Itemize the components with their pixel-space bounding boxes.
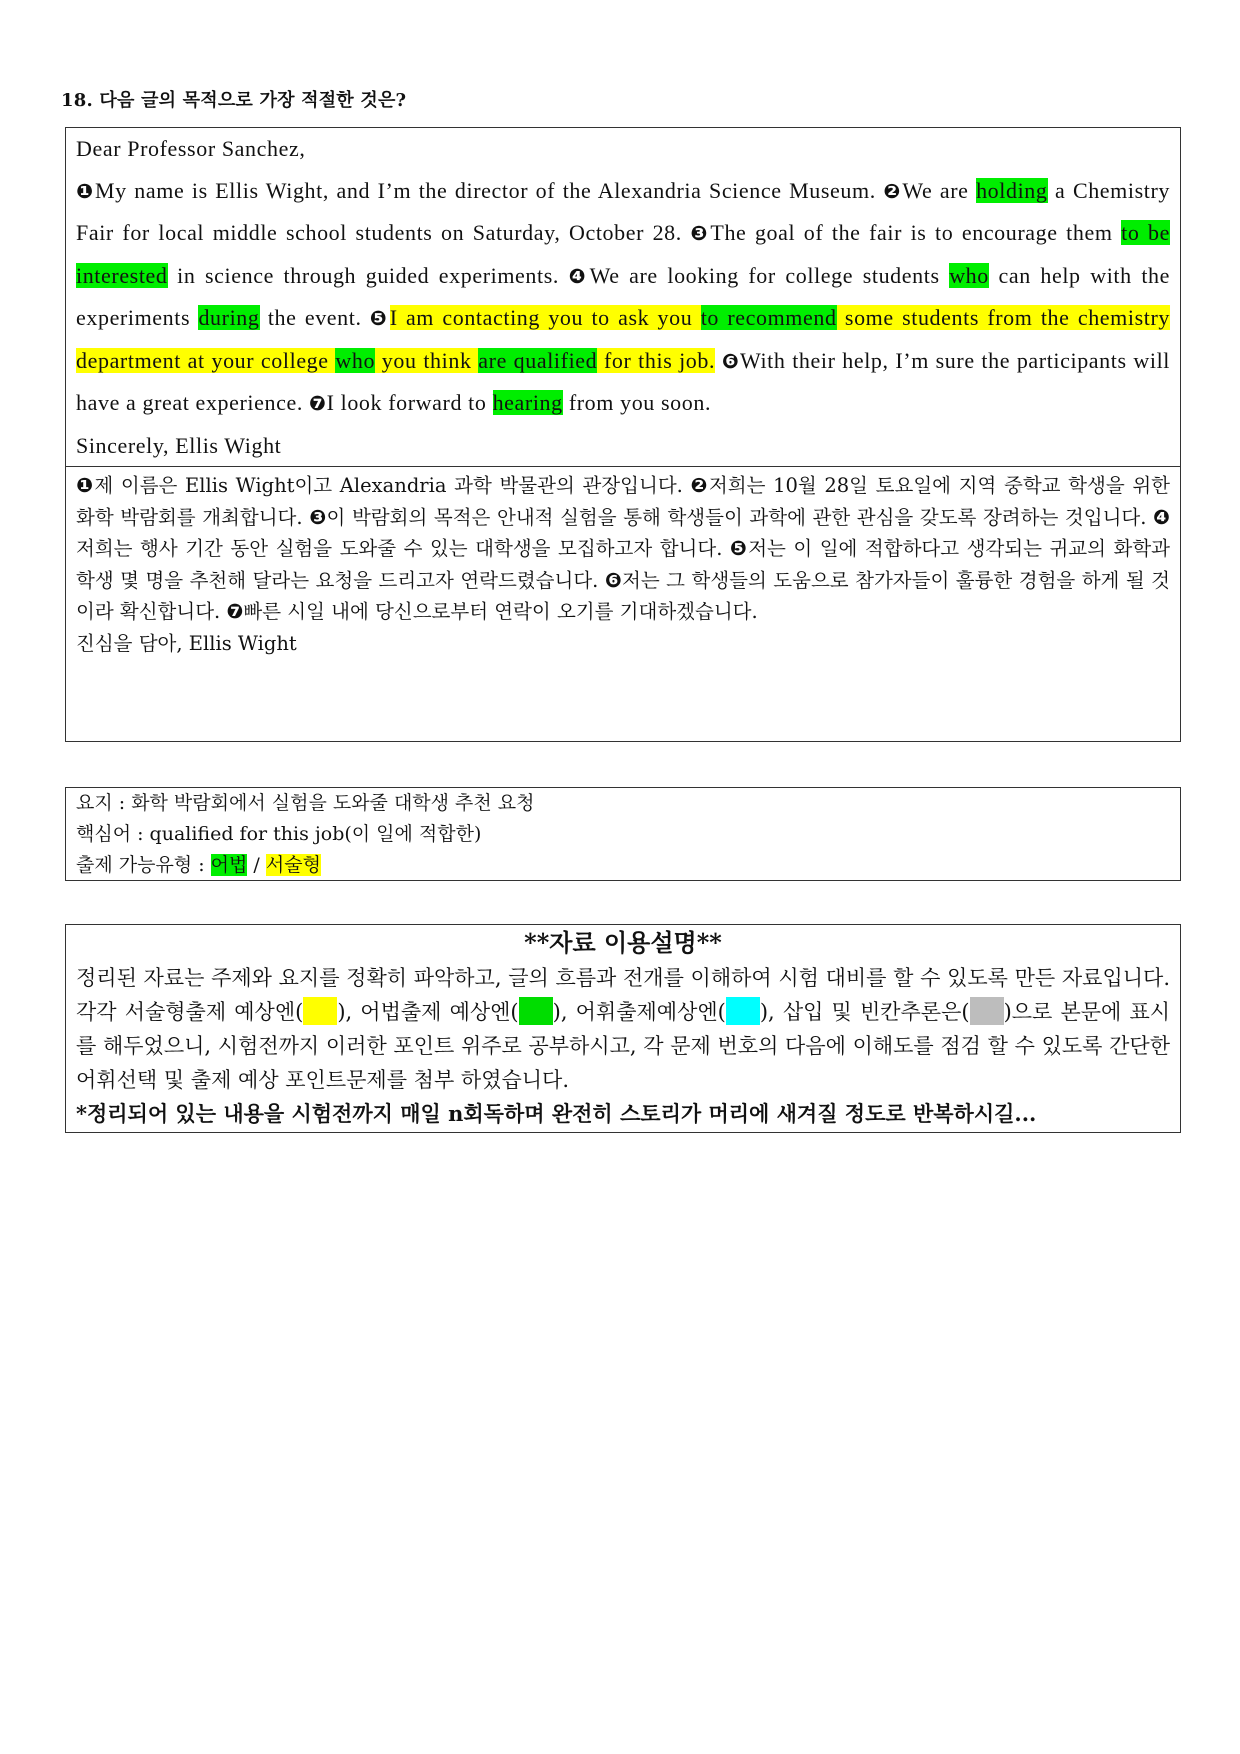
guide-text-part-2: ), 어법출제 예상엔( xyxy=(337,1000,519,1024)
translation-number-7: ❼ xyxy=(226,599,244,623)
sentence-4-part-b: can help with the experiments xyxy=(76,262,1170,330)
guide-text-part-1: 정리된 자료는 주제와 요지를 정확히 파악하고, 글의 흐름과 전개를 이해하여 시험 대비를 할 수 있도록 만든 자료입니다. 각각 서술형출제 예상엔( xyxy=(76,966,1170,1024)
sentence-2-part-b: a Chemistry Fair for local middle school students on Saturday, October 28. xyxy=(76,177,1171,245)
sentence-1: My name is Ellis Wight, and I’m the director of the Alexandria Science Museum. xyxy=(94,177,884,203)
summary-question-types xyxy=(76,850,1170,881)
grammar-highlight-to-be-interested: to be interested xyxy=(76,220,1170,288)
sentence-5-part-c: you think xyxy=(375,347,479,373)
grammar-highlight-are-qualified: are qualified xyxy=(478,347,598,373)
question-type-writing: 서술형 xyxy=(265,854,321,876)
translation-1: 제 이름은 Ellis Wight이고 Alexandria 과학 박물관의 관장입니다. xyxy=(94,474,691,497)
question-type-grammar: 어법 xyxy=(210,854,248,876)
sentence-5-part-a: I am contacting you to ask you xyxy=(389,305,701,330)
sentence-number-4: ❹ xyxy=(568,263,590,288)
translation-number-4: ❹ xyxy=(1153,504,1170,529)
translation-7: 빠른 시일 내에 당신으로부터 연락이 오기를 기대하겠습니다. xyxy=(243,600,758,623)
translation-6: 저는 그 학생들의 도움으로 참가자들이 훌륭한 경험을 하게 될 것이라 확신합니다. xyxy=(76,568,1170,623)
usage-guide-note: *정리되어 있는 내용을 시험전까지 매일 n회독하며 완전히 스토리가 머리에 새겨질 정도로 반복하시길... xyxy=(76,1101,1037,1126)
korean-translation xyxy=(66,466,1180,659)
sentence-7-part-a: I look forward to xyxy=(326,390,493,415)
sentence-number-2: ❷ xyxy=(883,178,903,203)
translation-5: 저는 이 일에 적합하다고 생각되는 귀교의 화학과 학생 몇 명을 추천해 달라는 요청을 드리고자 연락드렸습니다. xyxy=(76,537,1170,592)
grammar-highlight-to-recommend: to recommend xyxy=(700,305,837,330)
translation-4: 저희는 행사 기간 동안 실험을 도와줄 수 있는 대학생을 모집하고자 합니다. xyxy=(76,537,730,560)
passage-box xyxy=(65,127,1181,742)
grammar-highlight-who: who xyxy=(949,262,989,288)
passage-body xyxy=(76,170,1170,425)
usage-guide-title: **자료 이용설명** xyxy=(524,928,722,957)
grammar-highlight-hearing: hearing xyxy=(492,390,563,415)
translation-number-6: ❻ xyxy=(604,567,623,592)
grammar-color-swatch xyxy=(519,997,553,1025)
summary-gist: 요지 : 화학 박람회에서 실험을 도와줄 대학생 추천 요청 xyxy=(76,792,535,814)
sentence-number-5: ❺ xyxy=(369,306,390,330)
grammar-highlight-during: during xyxy=(198,305,260,330)
sentence-number-7: ❼ xyxy=(309,391,327,415)
question-types-label: 출제 가능유형 : xyxy=(76,854,211,876)
translation-closing: 진심을 담아, Ellis Wight xyxy=(76,631,297,655)
translation-number-5: ❺ xyxy=(729,536,749,560)
question-type-separator: / xyxy=(247,854,266,876)
sentence-6: With their help, I’m sure the participants will have a great experience. xyxy=(76,347,1170,415)
translation-number-2: ❷ xyxy=(690,473,709,497)
english-passage xyxy=(66,128,1180,466)
writing-color-swatch xyxy=(303,997,337,1025)
passage-closing: Sincerely, Ellis Wight xyxy=(76,432,282,458)
sentence-number-3: ❸ xyxy=(690,221,711,245)
translation-3: 이 박람회의 목적은 안내적 실험을 통해 학생들이 과학에 관한 관심을 갖도록 장려하는 것입니다. xyxy=(326,505,1154,529)
summary-keyword: 핵심어 : qualified for this job(이 일에 적합한) xyxy=(76,823,482,845)
summary-box xyxy=(65,787,1181,881)
sentence-2-part-a: We are xyxy=(902,177,977,203)
translation-number-1: ❶ xyxy=(76,473,95,497)
grammar-highlight-who-2: who xyxy=(335,347,376,373)
usage-guide-text xyxy=(76,961,1170,1097)
guide-text-part-4: ), 삽입 및 빈칸추론은( xyxy=(759,1000,970,1024)
translation-body xyxy=(76,470,1170,628)
sentence-5-part-d: for this job. xyxy=(597,347,716,373)
vocab-color-swatch xyxy=(726,997,760,1025)
question-title: 18. 다음 글의 목적으로 가장 적절한 것은? xyxy=(61,90,407,111)
sentence-3-part-a: The goal of the fair is to encourage them xyxy=(710,220,1122,245)
sentence-5-part-b: some students from the chemistry department at your college xyxy=(76,305,1170,373)
sentence-7-part-b: from you soon. xyxy=(562,390,712,415)
usage-guide-box xyxy=(65,924,1181,1133)
passage-greeting: Dear Professor Sanchez, xyxy=(76,136,306,161)
insertion-color-swatch xyxy=(970,997,1004,1025)
guide-text-part-5: )으로 본문에 표시를 해두었으니, 시험전까지 이러한 포인트 위주로 공부하시고, 각 문제 번호의 다음에 이해도를 점검 할 수 있도록 간단한 어휘선택 및 출제 예상 포인트문제를 첨부 하였습니다. xyxy=(76,1000,1171,1092)
sentence-4-part-c: the event. xyxy=(259,305,370,330)
sentence-number-6: ❻ xyxy=(721,348,740,373)
sentence-3-part-b: in science through guided experiments. xyxy=(167,262,569,288)
sentence-number-1: ❶ xyxy=(76,178,95,203)
sentence-4-part-a: We are looking for college students xyxy=(589,262,950,288)
guide-text-part-3: ), 어휘출제예상엔( xyxy=(552,1000,726,1024)
grammar-highlight-holding: holding xyxy=(976,177,1048,203)
translation-2: 저희는 10월 28일 토요일에 지역 중학교 학생을 위한 화학 박람회를 개최합니다. xyxy=(76,474,1170,529)
translation-number-3: ❸ xyxy=(309,504,327,529)
